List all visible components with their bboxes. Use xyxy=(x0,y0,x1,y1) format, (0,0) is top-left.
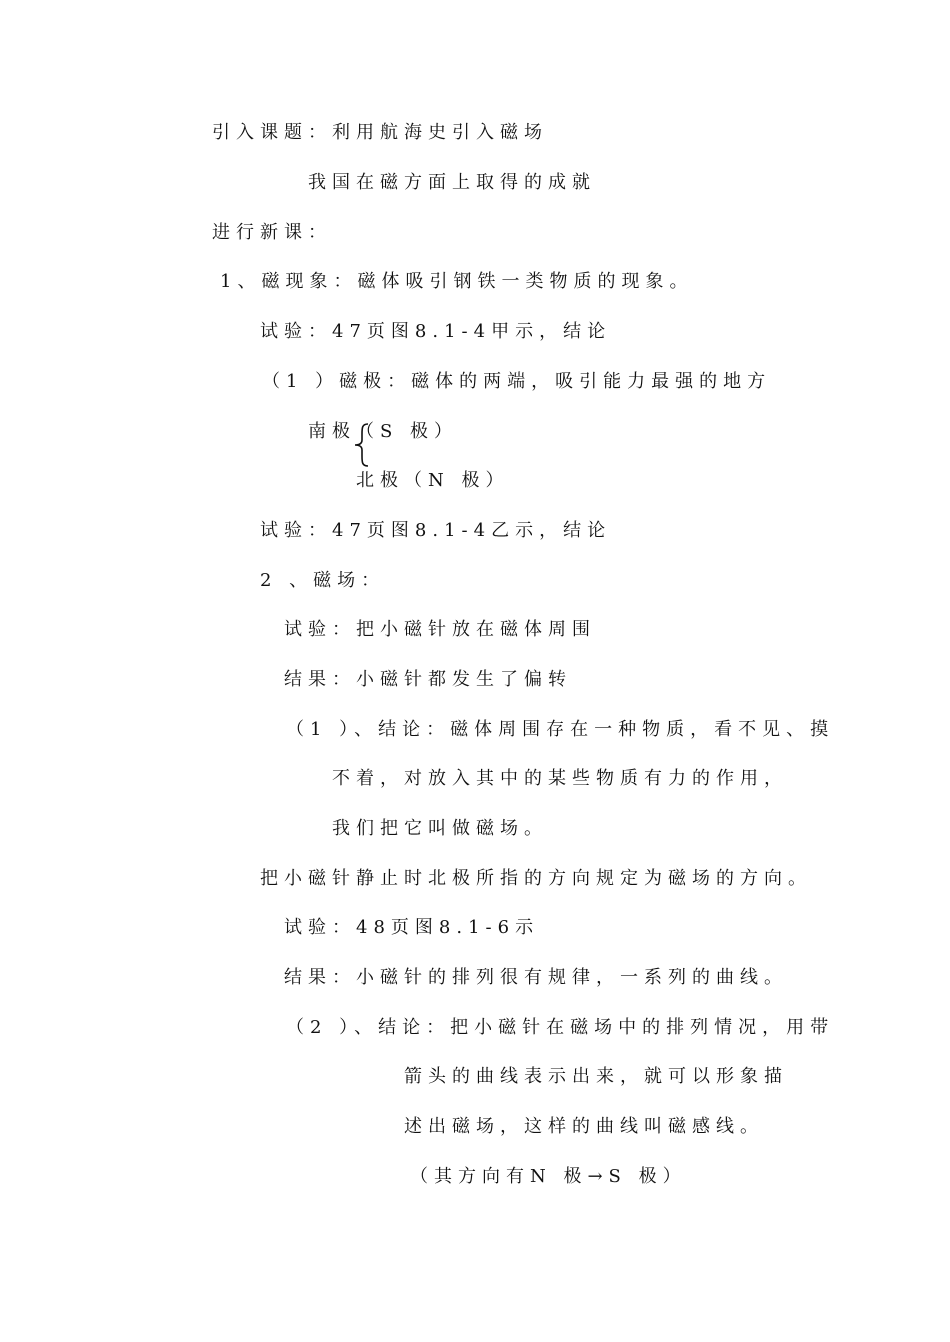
text-line: 1、磁现象：磁体吸引钢铁一类物质的现象。 xyxy=(220,271,694,292)
text-line: 把小磁针静止时北极所指的方向规定为磁场的方向。 xyxy=(260,868,812,889)
text-line: 试验：把小磁针放在磁体周围 xyxy=(284,619,596,640)
text-line: 进行新课： xyxy=(212,222,332,243)
text-line: 不着，对放入其中的某些物质有力的作用， xyxy=(332,768,788,789)
text-line: 我国在磁方面上取得的成就 xyxy=(308,172,596,193)
text-line: 试验：47页图8.1-4甲示，结论 xyxy=(260,321,612,342)
text-line: （1 ）、结论：磁体周围存在一种物质，看不见、摸 xyxy=(286,719,835,740)
text-line: （其方向有N 极→S 极） xyxy=(410,1166,687,1187)
text-line: 我们把它叫做磁场。 xyxy=(332,818,548,839)
text-line: （2 ）、结论：把小磁针在磁场中的排列情况，用带 xyxy=(286,1017,835,1038)
text-line: 试验：48页图8.1-6示 xyxy=(284,917,540,938)
text-line: 结果：小磁针的排列很有规律，一系列的曲线。 xyxy=(284,967,788,988)
text-line: 引入课题：利用航海史引入磁场 xyxy=(212,122,548,143)
text-line: 北极（N 极） xyxy=(356,470,510,491)
text-line: 箭头的曲线表示出来，就可以形象描 xyxy=(404,1066,788,1087)
curly-brace-icon xyxy=(352,422,372,468)
text-line: 2 、磁场： xyxy=(260,570,386,591)
text-line: 结果：小磁针都发生了偏转 xyxy=(284,669,572,690)
text-line: 述出磁场，这样的曲线叫磁感线。 xyxy=(404,1116,764,1137)
text-line: 试验：47页图8.1-4乙示，结论 xyxy=(260,520,612,541)
text-line: 南极（S 极） xyxy=(308,421,459,442)
text-line: （1 ）磁极：磁体的两端，吸引能力最强的地方 xyxy=(262,371,772,392)
